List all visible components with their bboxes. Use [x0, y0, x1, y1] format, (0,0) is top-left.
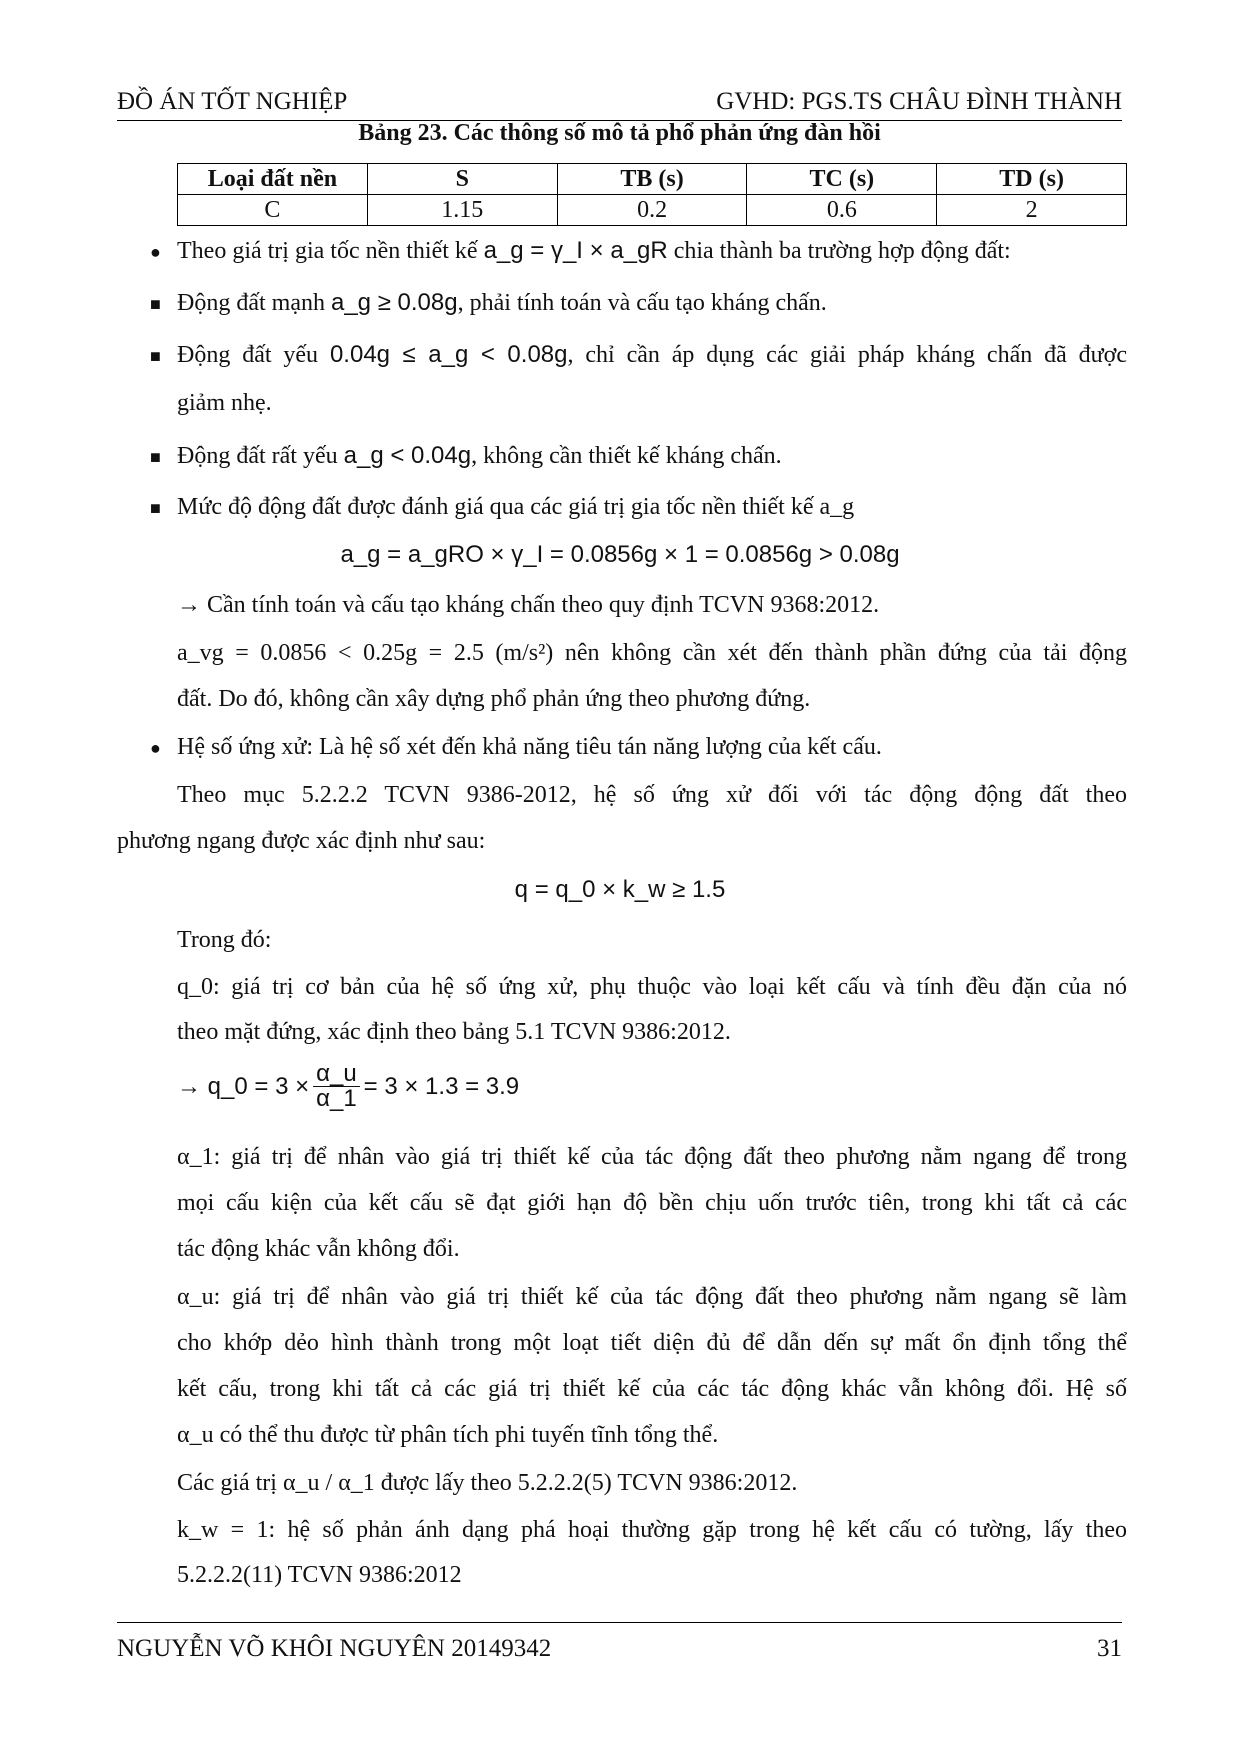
table-header-cell: Loại đất nền — [178, 164, 368, 195]
page-number: 31 — [1097, 1635, 1122, 1662]
fraction-denominator: α_1 — [316, 1085, 357, 1112]
paragraph-line: Theo mục 5.2.2.2 TCVN 9386-2012, hệ số ứng xử đối với tác động động đất theo — [177, 782, 1127, 808]
text-run: Động đất mạnh — [177, 290, 331, 316]
header-left: ĐỒ ÁN TỐT NGHIỆP — [117, 88, 348, 115]
table-cell: 1.15 — [367, 195, 557, 226]
spectrum-table — [177, 163, 1127, 226]
fraction-numerator: α_u — [313, 1062, 360, 1087]
vertical-accel-line: a_vg = 0.0856 < 0.25g = 2.5 (m/s²) nên không cần xét đến thành phần đứng của tải động — [177, 640, 1127, 666]
alpha1-definition: α_1: giá trị để nhân vào giá trị thiết kế của tác động đất theo phương nằm ngang để trong — [177, 1144, 1127, 1170]
table-header-cell: TD (s) — [937, 164, 1127, 195]
bullet-dot-icon: ● — [150, 738, 161, 758]
header-right: GVHD: PGS.TS CHÂU ĐÌNH THÀNH — [716, 88, 1122, 115]
bullet-weak-quake-cont: giảm nhẹ. — [177, 390, 272, 416]
bullet-square-icon: ■ — [150, 447, 161, 467]
q0-definition: q_0: giá trị cơ bản của hệ số ứng xử, phụ thuộc vào loại kết cấu và tính đều đặn của nó — [177, 974, 1127, 1000]
formula: 0.04g ≤ a_g < 0.08g — [329, 341, 568, 368]
bullet-weak-quake — [177, 340, 1127, 370]
paragraph-line: phương ngang được xác định như sau: — [117, 828, 486, 854]
ratio-line: Các giá trị α_u / α_1 được lấy theo 5.2.2.2(5) TCVN 9386:2012. — [177, 1470, 798, 1496]
bullet-ground-accel — [177, 236, 1011, 266]
bullet-level-eval: Mức độ động đất được đánh giá qua các giá trị gia tốc nền thiết kế a_g — [177, 494, 855, 520]
text-run: , không cần thiết kế kháng chấn. — [471, 443, 782, 469]
alpha1-cont: mọi cấu kiện của kết cấu sẽ đạt giới hạn độ bền chịu uốn trước tiên, trong khi tất cả các — [177, 1190, 1127, 1216]
alphau-cont: kết cấu, trong khi tất cả các giá trị thiết kế của các tác động khác vẫn không đổi. Hệ số — [177, 1376, 1127, 1402]
table-header-row — [178, 164, 1127, 195]
table-cell: 0.6 — [747, 195, 937, 226]
equation-q0 — [177, 1062, 519, 1111]
table-cell: C — [178, 195, 368, 226]
table-cell: 0.2 — [557, 195, 747, 226]
bullet-strong-quake — [177, 288, 827, 318]
equation-ag: a_g = a_gRO × γ_I = 0.0856g × 1 = 0.0856g > 0.08g — [340, 541, 900, 568]
formula: a_g < 0.04g — [343, 442, 472, 469]
vertical-accel-cont: đất. Do đó, không cần xây dựng phổ phản ứng theo phương đứng. — [177, 686, 811, 712]
text-run: → q_0 = 3 × — [177, 1072, 310, 1100]
text-run: , chỉ cần áp dụng các giải pháp kháng chấn đã được — [567, 342, 1127, 368]
formula: a_g = γ_I × a_gR — [483, 237, 668, 264]
bullet-square-icon: ■ — [150, 294, 161, 314]
trong-do-label: Trong đó: — [177, 927, 272, 953]
bullet-dot-icon: ● — [150, 242, 161, 262]
bullet-very-weak-quake — [177, 441, 782, 471]
text-run: chia thành ba trường hợp động đất: — [667, 238, 1011, 264]
table-header-cell: TC (s) — [747, 164, 937, 195]
alphau-cont: α_u có thể thu được từ phân tích phi tuyến tĩnh tổng thể. — [177, 1422, 719, 1448]
alphau-cont: cho khớp dẻo hình thành trong một loạt tiết diện đủ để dẫn dến sự mất ổn định tổng thể — [177, 1330, 1127, 1356]
arrow-conclusion: → Cần tính toán và cấu tạo kháng chấn theo quy định TCVN 9368:2012. — [177, 592, 880, 618]
kw-definition-cont: 5.2.2.2(11) TCVN 9386:2012 — [177, 1562, 462, 1588]
table-header-cell: TB (s) — [557, 164, 747, 195]
page-footer — [117, 1622, 1122, 1663]
formula: a_g ≥ 0.08g — [330, 289, 458, 316]
q0-definition-cont: theo mặt đứng, xác định theo bảng 5.1 TCVN 9386:2012. — [177, 1019, 731, 1045]
equation-q: q = q_0 × k_w ≥ 1.5 — [514, 876, 726, 903]
text-run: Theo giá trị gia tốc nền thiết kế — [177, 238, 484, 264]
alphau-definition: α_u: giá trị để nhân vào giá trị thiết kế của tác động đất theo phương nằm ngang sẽ làm — [177, 1284, 1127, 1310]
page-header — [117, 80, 1122, 121]
fraction — [313, 1062, 360, 1111]
alpha1-cont: tác động khác vẫn không đổi. — [177, 1236, 460, 1262]
text-run: Động đất yếu — [177, 342, 330, 368]
table-caption: Bảng 23. Các thông số mô tả phổ phản ứng đàn hồi — [358, 120, 881, 146]
footer-author: NGUYỄN VÕ KHÔI NGUYÊN 20149342 — [117, 1635, 552, 1662]
table-header-cell: S — [367, 164, 557, 195]
table-row — [178, 195, 1127, 226]
kw-definition: k_w = 1: hệ số phản ánh dạng phá hoại thường gặp trong hệ kết cấu có tường, lấy theo — [177, 1517, 1127, 1543]
text-run: Động đất rất yếu — [177, 443, 344, 469]
table-cell: 2 — [937, 195, 1127, 226]
bullet-behavior-factor: Hệ số ứng xử: Là hệ số xét đến khả năng tiêu tán năng lượng của kết cấu. — [177, 734, 882, 760]
text-run: = 3 × 1.3 = 3.9 — [363, 1072, 520, 1100]
bullet-square-icon: ■ — [150, 498, 161, 518]
bullet-square-icon: ■ — [150, 346, 161, 366]
text-run: , phải tính toán và cấu tạo kháng chấn. — [457, 290, 827, 316]
